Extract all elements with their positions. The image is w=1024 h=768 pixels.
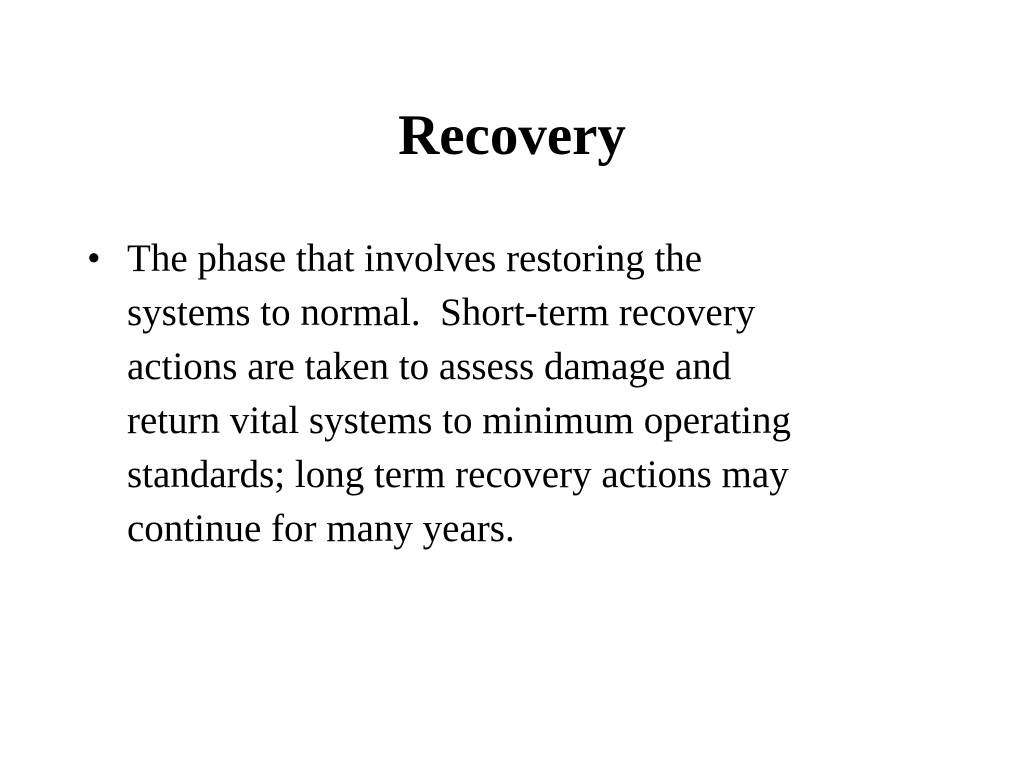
- bullet-item: [87, 232, 927, 556]
- slide-title: Recovery: [398, 104, 626, 167]
- bullet-text-line: standards; long term recovery actions may: [127, 453, 789, 496]
- bullet-text-line: systems to normal. Short-term recovery: [127, 291, 756, 334]
- bullet-text-line: actions are taken to assess damage and: [127, 345, 732, 388]
- bullet-text-line: return vital systems to minimum operating: [127, 399, 791, 442]
- bullet-text-line: continue for many years.: [127, 507, 515, 550]
- bullet-icon: •: [87, 237, 101, 280]
- bullet-text-line: The phase that involves restoring the: [127, 237, 703, 280]
- bullet-list: [87, 232, 927, 556]
